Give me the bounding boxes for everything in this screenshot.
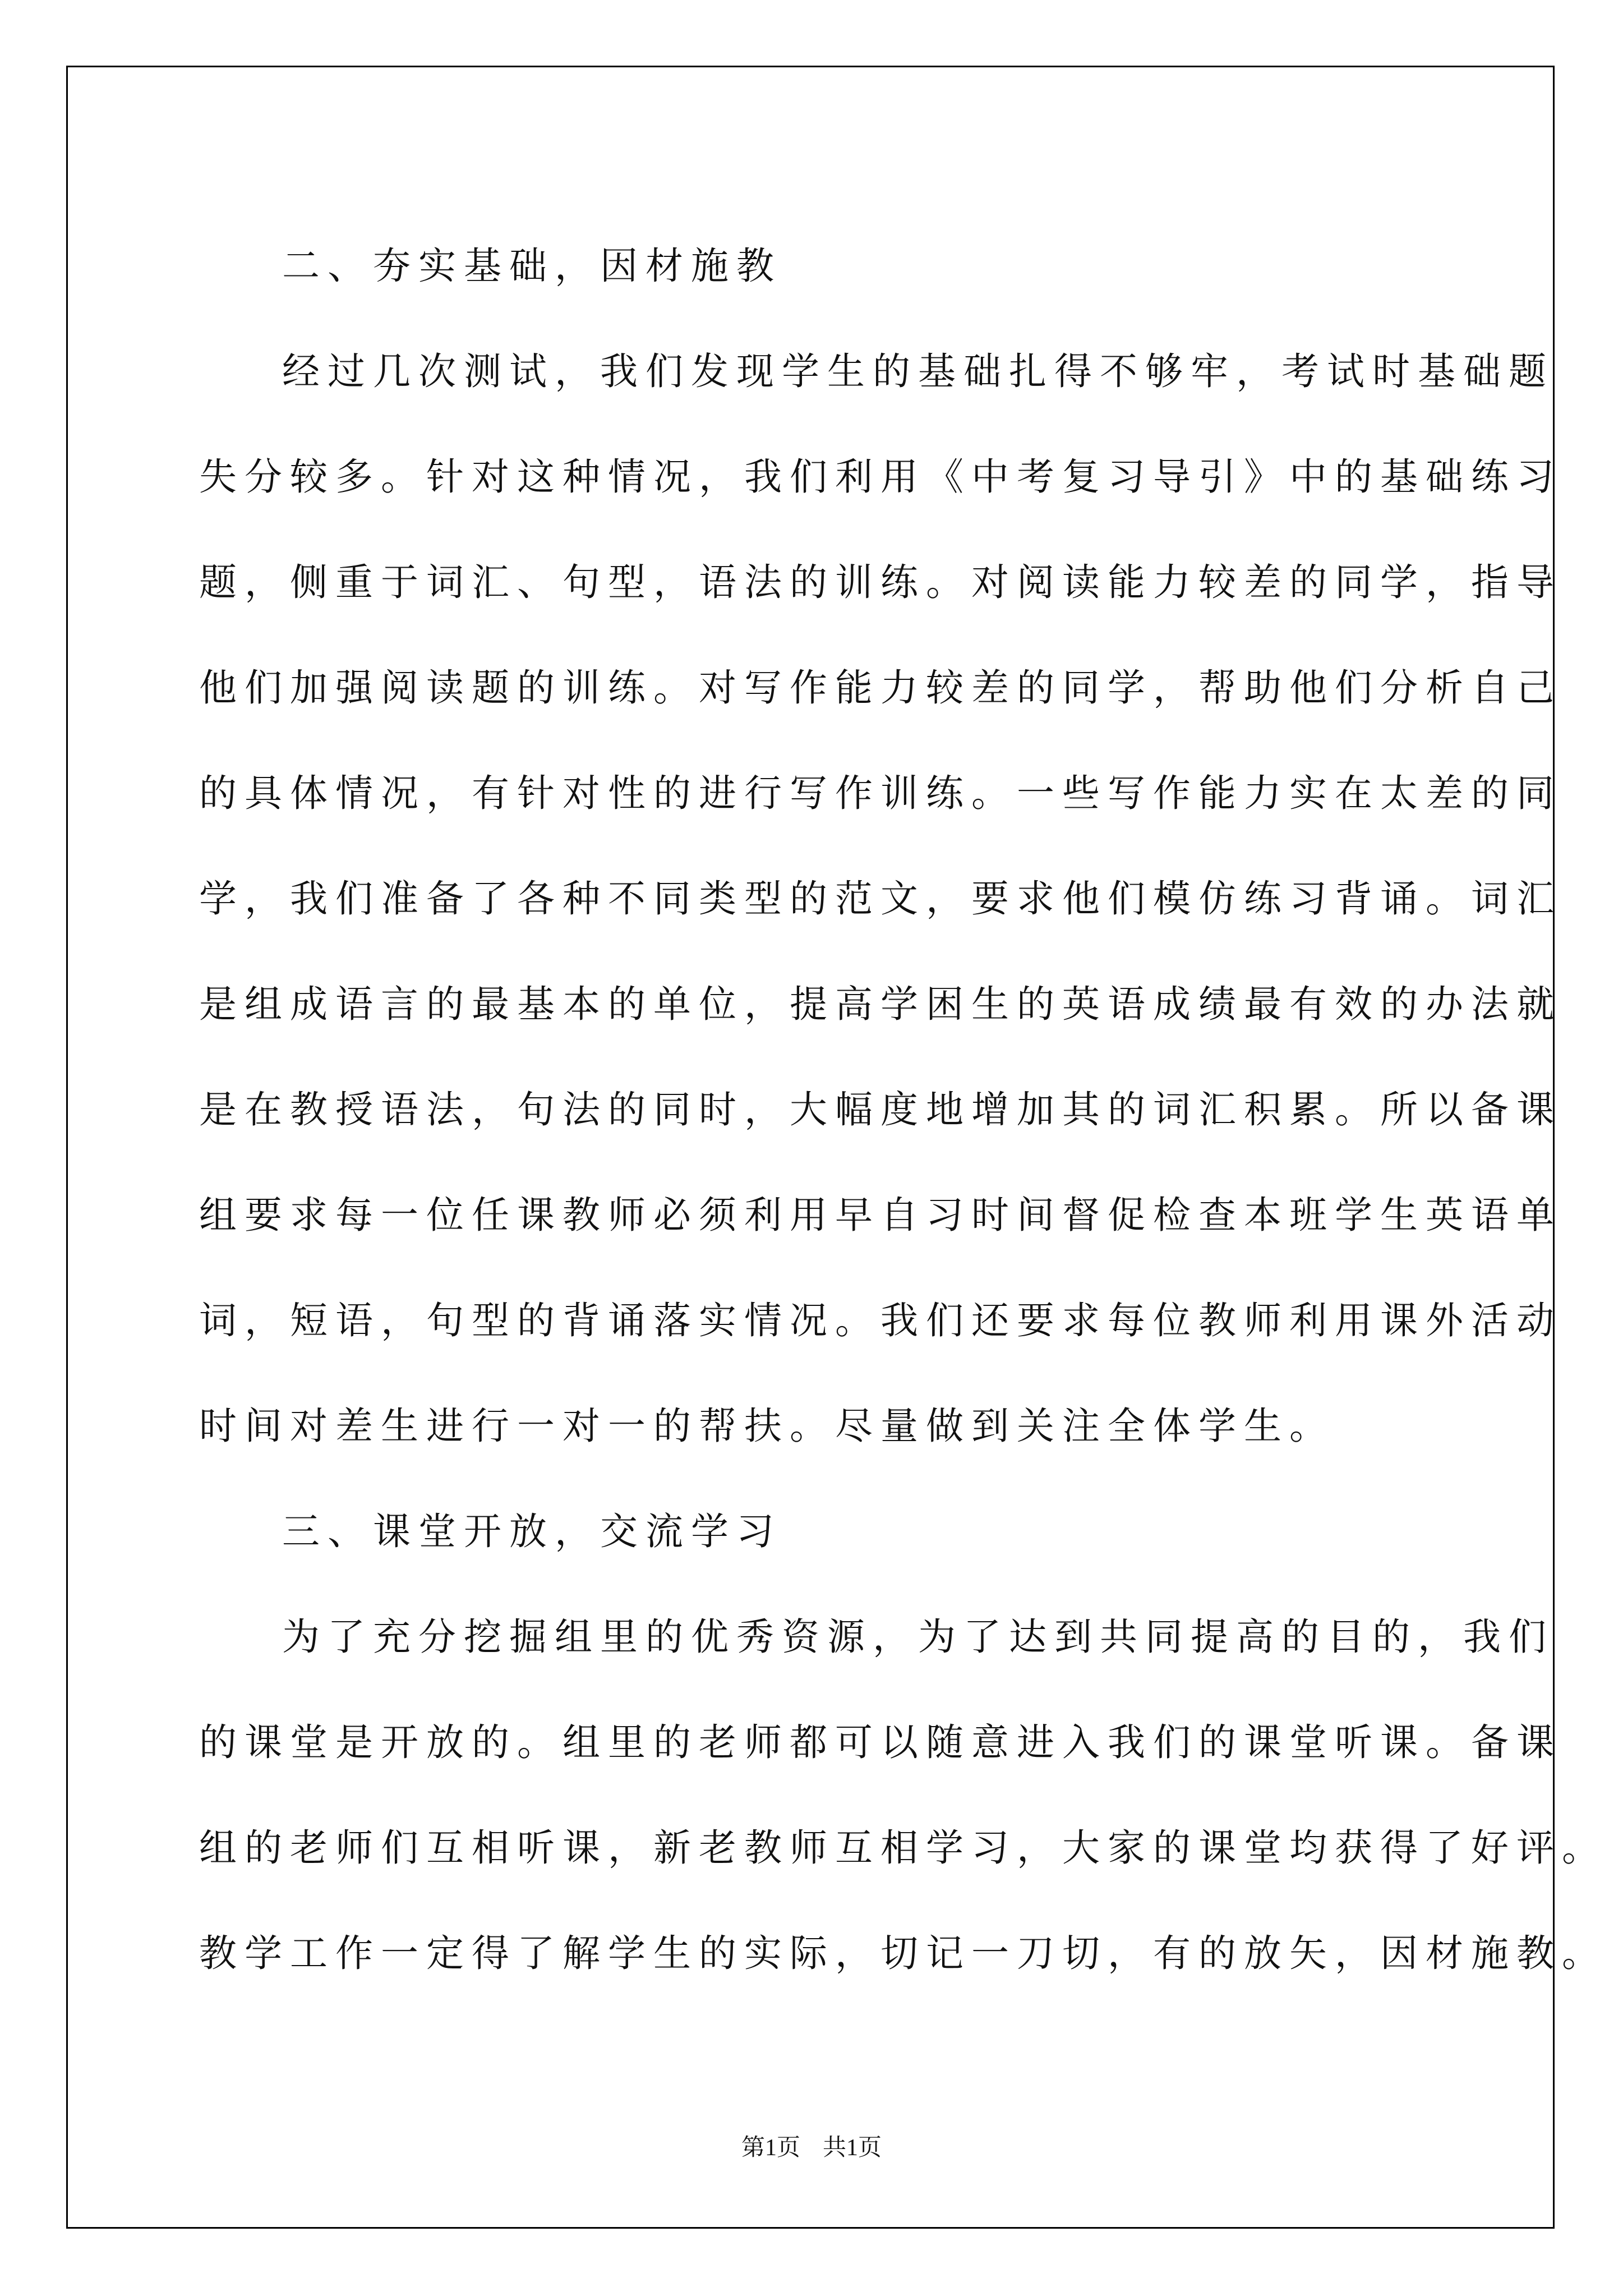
paragraph-line: 词，短语，句型的背诵落实情况。我们还要求每位教师利用课外活动: [199, 1299, 1562, 1342]
paragraph-line: 是在教授语法，句法的同时，大幅度地增加其的词汇积累。所以备课: [199, 1088, 1562, 1131]
paragraph-line: 学，我们准备了各种不同类型的范文，要求他们模仿练习背诵。词汇: [199, 877, 1562, 921]
document-body: [199, 213, 1607, 2006]
paragraph-line: 时间对差生进行一对一的帮扶。尽量做到关注全体学生。: [199, 1404, 1335, 1448]
paragraph-line: 的课堂是开放的。组里的老师都可以随意进入我们的课堂听课。备课: [199, 1720, 1562, 1764]
paragraph-line: 组要求每一位任课教师必须利用早自习时间督促检查本班学生英语单: [199, 1193, 1562, 1237]
section-heading-3: 三、课堂开放，交流学习: [282, 1510, 782, 1553]
paragraph-line: 组的老师们互相听课，新老教师互相学习，大家的课堂均获得了好评。: [199, 1826, 1607, 1870]
paragraph-line: 是组成语言的最基本的单位，提高学困生的英语成绩最有效的办法就: [199, 982, 1562, 1026]
page-total: 共1页: [823, 2135, 882, 2161]
paragraph-line: 教学工作一定得了解学生的实际，切记一刀切，有的放矢，因材施教。: [199, 1931, 1607, 1975]
section-heading-2: 二、夯实基础，因材施教: [282, 244, 782, 288]
paragraph-line: 题，侧重于词汇、句型，语法的训练。对阅读能力较差的同学，指导: [199, 560, 1562, 604]
page-footer: [0, 2129, 1623, 2162]
paragraph-line: 他们加强阅读题的训练。对写作能力较差的同学，帮助他们分析自己: [199, 666, 1562, 710]
paragraph-line: 失分较多。针对这种情况，我们利用《中考复习导引》中的基础练习: [199, 455, 1562, 499]
page-number: 第1页: [741, 2135, 800, 2161]
paragraph-line: 经过几次测试，我们发现学生的基础扎得不够牢，考试时基础题: [282, 349, 1554, 393]
paragraph-line: 的具体情况，有针对性的进行写作训练。一些写作能力实在太差的同: [199, 771, 1562, 815]
paragraph-line: 为了充分挖掘组里的优秀资源，为了达到共同提高的目的，我们: [282, 1615, 1554, 1659]
